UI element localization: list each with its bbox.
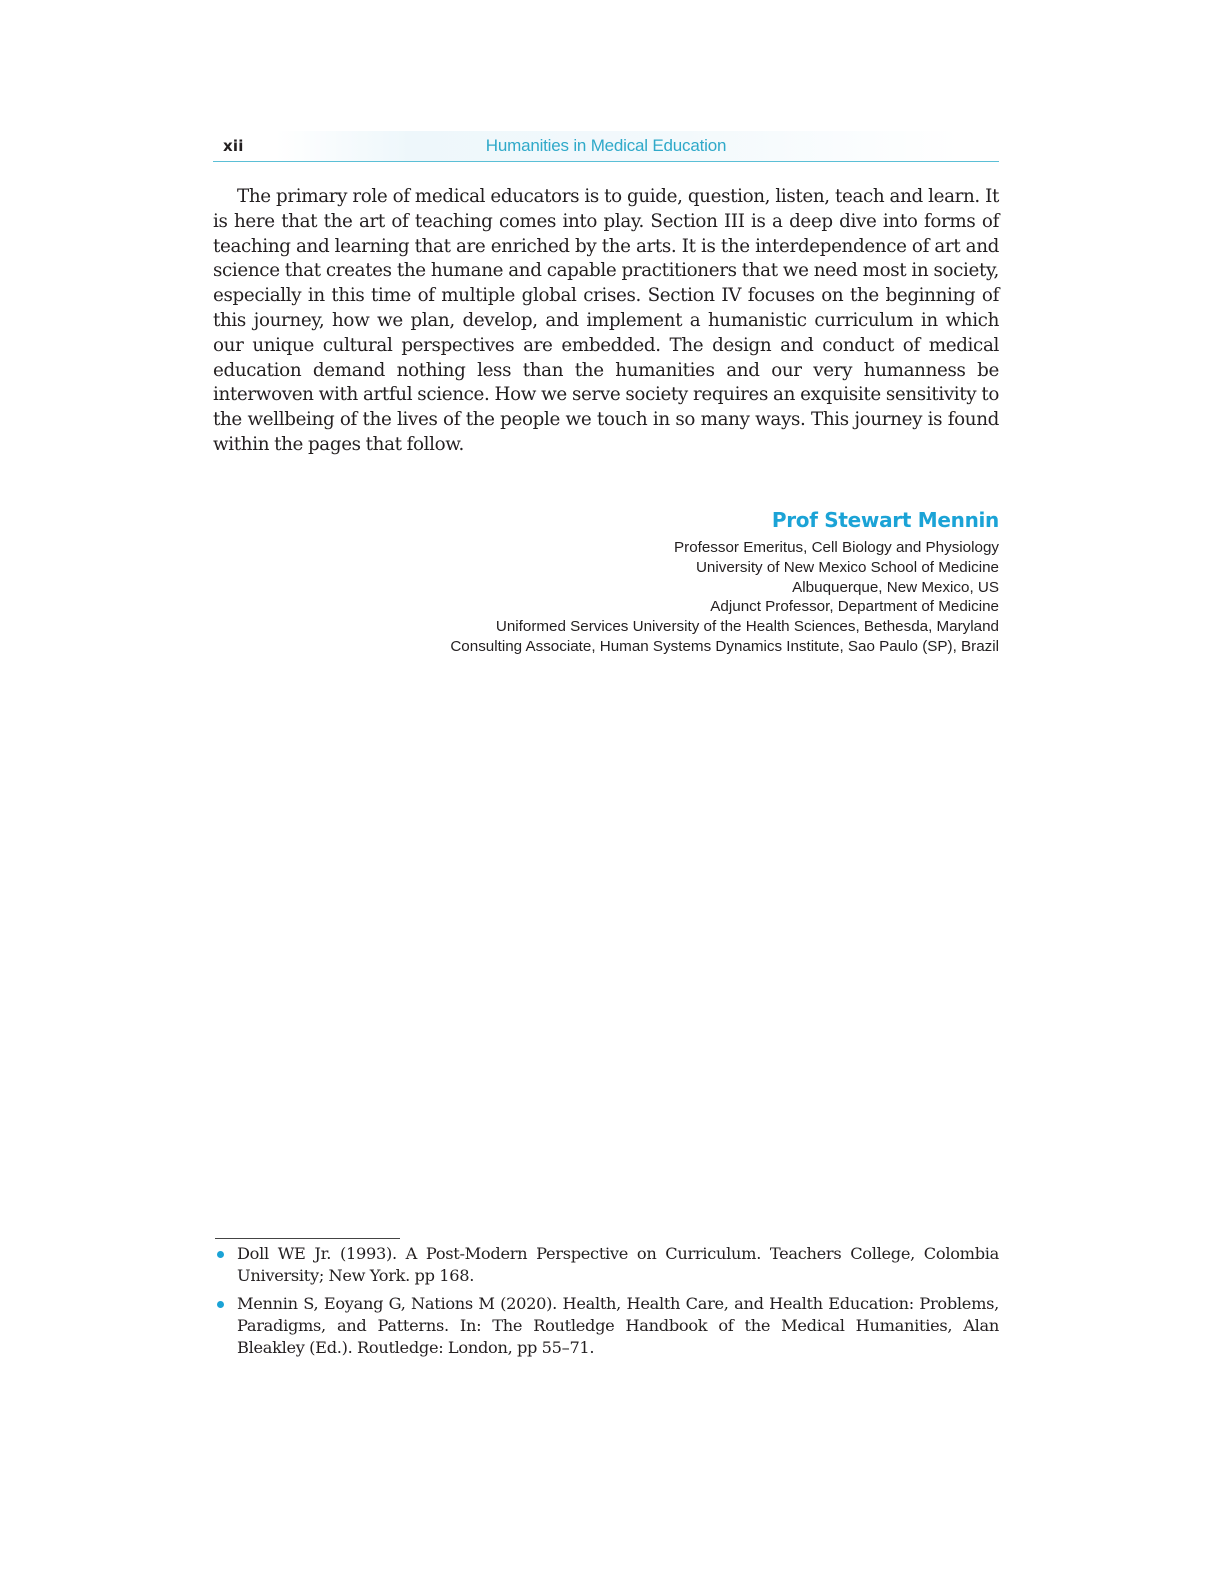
- affiliation-line: Uniformed Services University of the Health Sciences, Bethesda, Maryland: [495, 618, 999, 636]
- footnote-list: [215, 1243, 999, 1365]
- author-name: Prof Stewart Mennin: [771, 508, 999, 532]
- footnote-text: Mennin S, Eoyang G, Nations M (2020). Health, Health Care, and Health Education: Problems, Paradigms, and Patterns. In: The Routledge Handbook of the Medical Humanities, Alan Bleakley (Ed.). Routledge: London, pp 55–71.: [237, 1294, 999, 1357]
- page-number: xii: [223, 137, 244, 155]
- running-head: [213, 131, 999, 162]
- affiliation-line: University of New Mexico School of Medicine: [695, 558, 999, 576]
- footnote-divider: [215, 1238, 400, 1239]
- signature-block: [450, 508, 999, 657]
- footnote-item: [215, 1293, 999, 1359]
- footnote-item: [215, 1243, 999, 1287]
- affiliation-line: Albuquerque, New Mexico, US: [792, 578, 999, 596]
- bullet-dot-icon: [217, 1301, 224, 1308]
- body-paragraph: The primary role of medical educators is to guide, question, listen, teach and learn. It is here that the art of teaching comes into play. Section III is a deep dive into forms of teaching and learning that are enriched by the arts. It is the interdependence of art and science that creates the humane and capable practitioners that we need most in society, especially in this time of multiple global crises. Section IV focuses on the beginning of this journey, how we plan, develop, and implement a humanistic curriculum in which our unique cultural perspectives are embedded. The design and conduct of medical education demand nothing less than the humanities and our very humanness be interwoven with artful science. How we serve society requires an exquisite sensitivity to the wellbeing of the lives of the people we touch in so many ways. This journey is found within the pages that follow.: [213, 186, 999, 455]
- affiliation-line: Consulting Associate, Human Systems Dynamics Institute, Sao Paulo (SP), Brazil: [450, 637, 999, 655]
- affiliation-line: Professor Emeritus, Cell Biology and Physiology: [674, 539, 999, 556]
- affiliation-line: Adjunct Professor, Department of Medicine: [710, 598, 999, 616]
- footnote-text: Doll WE Jr. (1993). A Post-Modern Perspective on Curriculum. Teachers College, Colombia University; New York. pp 168.: [237, 1244, 999, 1285]
- book-title: Humanities in Medical Education: [485, 136, 727, 155]
- bullet-dot-icon: [217, 1251, 224, 1258]
